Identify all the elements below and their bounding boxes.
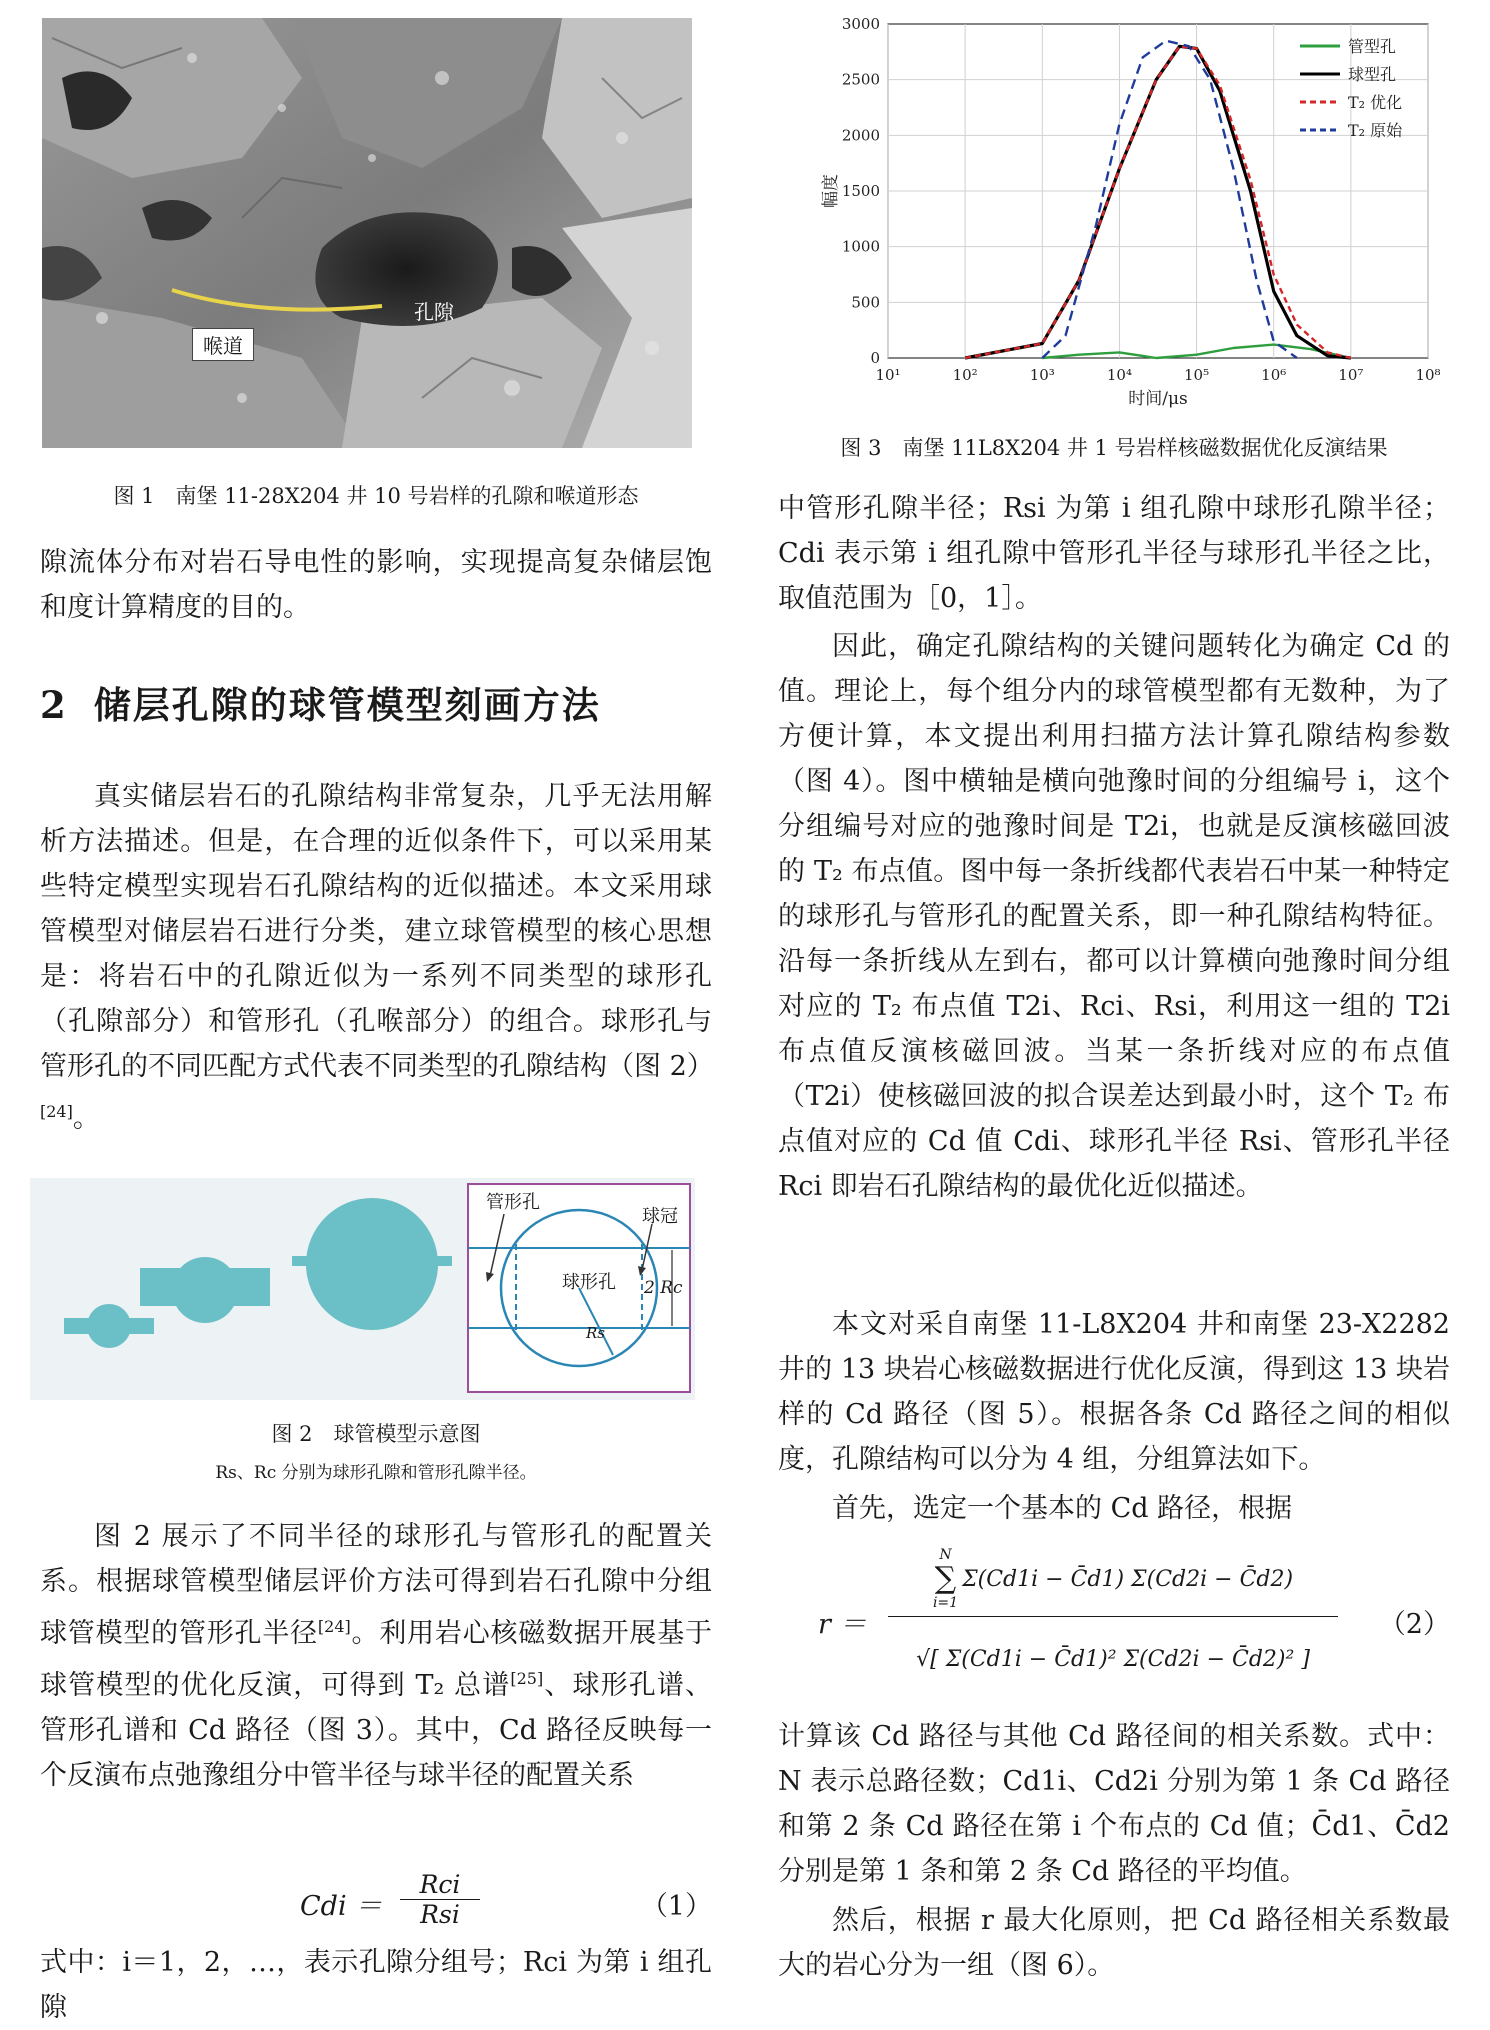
- eq2-denominator-text: √[ Σ(Cd1i − C̄d1)² Σ(Cd2i − C̄d2)² ]: [916, 1646, 1310, 1672]
- label-throat: 喉道: [192, 328, 254, 361]
- paragraph-cd-determination: 因此，确定孔隙结构的关键问题转化为确定 Cd 的值。理论上，每个组分内的球管模型都有无数种，为了方便计算，本文提出利用扫描方法计算孔隙结构参数（图 4）。图中横轴是横向弛豫时间的分组编号 i，这个分组编号对应的弛豫时间是 T2i，也就是反演核磁回波的 T₂ 布点值。图中每一条折线都代表岩石中某一种特定的球形孔与管形孔的配置关系，即一种孔隙结构特征。沿每一条折线从左到右，都可以计算横向弛豫时间分组对应的 T₂ 布点值 T2i、Rci、Rsi，利用这一组的 T2i 布点值反演核磁回波。当某一条折线对应的布点值（T2i）使核磁回波的拟合误差达到最小时，这个 T₂ 布点值对应的 Cd 值 Cdi、球形孔半径 Rsi、管形孔半径 Rci 即岩石孔隙结构的最优化近似描述。: [778, 631, 1450, 1202]
- fig3-chart: [778, 6, 1450, 416]
- section-title: 储层孔隙的球管模型刻画方法: [93, 683, 601, 727]
- intro-tail: 隙流体分布对岩石导电性的影响，实现提高复杂储层饱和度计算精度的目的。: [40, 547, 712, 623]
- label-rs: Rs: [586, 1324, 605, 1342]
- label-tube: 管形孔: [486, 1192, 540, 1213]
- fig1-image: [42, 18, 692, 448]
- legend-label: 球型孔: [1348, 65, 1397, 84]
- paragraph-text: 。利用岩心核磁数据开展基于球管模型的优化反演，可得到 T₂ 总谱: [40, 1618, 713, 1701]
- x-tick-label: 10⁴: [1106, 366, 1132, 384]
- eq1-label: （1）: [640, 1891, 712, 1922]
- paragraph-cores: 本文对采自南堡 11-L8X204 井和南堡 23-X2282 井的 13 块岩心核磁数据进行优化反演，得到这 13 块岩样的 Cd 路径（图 5）。根据各条 Cd 路径之间的相似度，孔隙结构可以分为 4 组，分组算法如下。: [778, 1309, 1450, 1475]
- legend-label: T₂ 原始: [1348, 121, 1403, 140]
- sigma-upper: N: [939, 1547, 952, 1563]
- fig2-subcaption: Rs、Rc 分别为球形孔隙和管形孔隙半径。: [215, 1463, 537, 1483]
- eq2-sigma: N ∑ i=1: [932, 1547, 959, 1611]
- paragraph-corr-coef: 计算该 Cd 路径与其他 Cd 路径间的相关系数。式中：N 表示总路径数；Cd1i、Cd2i 分别为第 1 条 Cd 路径和第 2 条 Cd 路径在第 i 个布点的 Cd 值；C̄d1、C̄d2 分别是第 1 条和第 2 条 Cd 路径的平均值。: [778, 1721, 1450, 1887]
- x-tick-label: 10⁵: [1184, 366, 1210, 384]
- eq2-lhs: r ＝: [818, 1609, 867, 1640]
- eq2-denominator: [878, 1619, 1348, 1699]
- eq1-numerator: Rci: [400, 1870, 480, 1900]
- paragraph-fig2-desc: [40, 1514, 712, 1798]
- citation: [25]: [510, 1669, 544, 1688]
- paragraph-text: 真实储层岩石的孔隙结构非常复杂，几乎无法用解析方法描述。但是，在合理的近似条件下，可以采用某些特定模型实现岩石孔隙结构的近似描述。本文采用球管模型对储层岩石进行分类，建立球管模型的核心思想是：将岩石中的孔隙近似为一系列不同类型的球形孔（孔隙部分）和管形孔（孔喉部分）的组合。球形孔与管形孔的不同匹配方式代表不同类型的孔隙结构（图 2）: [40, 781, 714, 1082]
- fig2-caption: 图 2 球管模型示意图: [271, 1422, 481, 1446]
- paragraph-end: 。: [72, 1103, 100, 1134]
- paragraph-text: 图 2 展示了不同半径的球形孔与管形孔的配置关系。根据球管模型储层评价方法可得到岩石孔隙中分组球管模型的管形孔半径: [40, 1521, 712, 1649]
- eq1-lhs: Cdi: [300, 1891, 347, 1922]
- x-tick-label: 10²: [952, 366, 978, 384]
- x-axis-label: 时间/μs: [1128, 389, 1188, 409]
- equation-1: Cdi ＝ Rci Rsi （1）: [300, 1870, 712, 1929]
- y-tick-label: 0: [870, 349, 880, 367]
- x-tick-label: 10⁸: [1415, 366, 1441, 384]
- y-tick-label: 500: [851, 293, 880, 312]
- sigma-lower: i=1: [932, 1595, 959, 1611]
- x-tick-label: 10¹: [875, 366, 901, 384]
- citation: [24]: [317, 1617, 351, 1636]
- paragraph-where: 式中：i＝1，2，…，表示孔隙分组号；Rci 为第 i 组孔隙: [40, 1947, 712, 2023]
- fig2-diagram: [30, 1178, 695, 1400]
- legend-label: 管型孔: [1348, 37, 1397, 56]
- section-heading: [40, 675, 712, 729]
- nmr-inversion-chart: [778, 6, 1450, 416]
- y-tick-label: 2000: [841, 126, 880, 145]
- legend-label: T₂ 优化: [1348, 93, 1403, 112]
- paragraph-text: 、球形孔谱、管形孔谱和 Cd 路径（图 3）。其中，Cd 路径反映每一个反演布点弛豫组分中管半径与球半径的配置关系: [40, 1670, 713, 1791]
- fig1-caption: 图 1 南堡 11-28X204 井 10 号岩样的孔隙和喉道形态: [113, 484, 639, 508]
- label-pore: 孔隙: [414, 300, 454, 324]
- ball-small: [87, 1304, 131, 1348]
- citation: [24]: [40, 1102, 73, 1121]
- fig3-caption: 图 3 南堡 11L8X204 井 1 号岩样核磁数据优化反演结果: [840, 436, 1388, 460]
- label-cap: 球冠: [642, 1206, 678, 1227]
- sem-micrograph: [42, 18, 692, 448]
- y-tick-label: 3000: [841, 15, 880, 33]
- y-tick-label: 2500: [841, 70, 880, 89]
- paragraph-first-step: 首先，选定一个基本的 Cd 路径，根据: [832, 1493, 1293, 1524]
- ball-large: [306, 1198, 438, 1330]
- x-tick-label: 10⁶: [1261, 366, 1287, 384]
- eq2-numerator-text: Σ(Cd1i − C̄d1) Σ(Cd2i − C̄d2): [962, 1566, 1294, 1592]
- paragraph-grouping: 然后，根据 r 最大化原则，把 Cd 路径相关系数最大的岩心分为一组（图 6）。: [778, 1905, 1450, 1981]
- label-ball: 球形孔: [562, 1272, 616, 1293]
- ball-medium: [172, 1257, 238, 1323]
- label-2rc: 2 Rc: [644, 1278, 683, 1298]
- section-number: 2: [40, 683, 68, 727]
- equation-2: [778, 1538, 1450, 1708]
- paragraph-ball-tube-model: [40, 774, 712, 1141]
- y-tick-label: 1000: [841, 237, 880, 256]
- y-axis-label: 幅度: [821, 174, 841, 208]
- x-tick-label: 10³: [1029, 366, 1055, 384]
- eq2-label: （2）: [1378, 1609, 1450, 1640]
- y-tick-label: 1500: [841, 182, 880, 200]
- paragraph-continued: 中管形孔隙半径；Rsi 为第 i 组孔隙中球形孔隙半径；Cdi 表示第 i 组孔隙中管形孔半径与球形孔半径之比，取值范围为［0，1］。: [778, 493, 1450, 614]
- eq2-numerator: [878, 1544, 1348, 1614]
- x-tick-label: 10⁷: [1338, 366, 1364, 384]
- eq1-denominator: Rsi: [420, 1900, 460, 1929]
